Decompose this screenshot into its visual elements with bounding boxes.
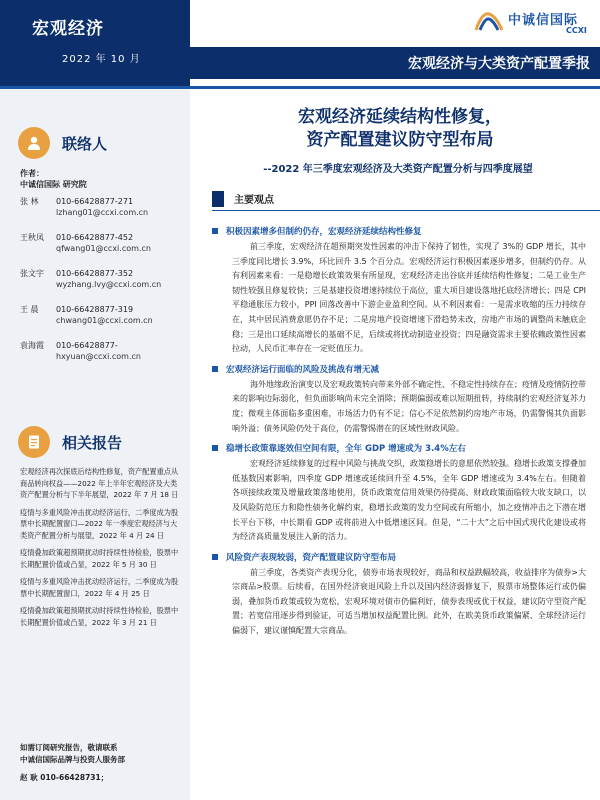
key-points-title: 主要观点: [234, 195, 274, 206]
key-points-body: [212, 224, 586, 644]
contact-email[interactable]: chwang01@ccxi.com.cn: [56, 316, 153, 325]
key-points-heading: [212, 187, 600, 211]
key-point-section: [212, 550, 586, 639]
subscription-line: 赵 耿 010-66428731；: [20, 773, 109, 782]
section-heading-text: 宏观经济运行面临的风险及挑战有增无减: [226, 364, 380, 375]
contact-email[interactable]: lzhang01@ccxi.com.cn: [56, 208, 149, 217]
subscription-line: 中诚信国际品牌与投资人服务部: [20, 755, 125, 764]
contact-email[interactable]: hxyuan@ccxi.com.cn: [56, 352, 141, 361]
contact-phone: 010-66428877-319: [56, 305, 134, 314]
section-paragraph: 海外地缘政治演变以及宏观政策转向带来外部不确定性、不稳定性持续存在；疫情及疫情防控带来的影响边际弱化，但负面影响尚未完全消除；预期偏弱或难以短期扭转，持续制约宏观经济复苏力度；微观主体面临多重困难，市场活力仍有不足；信心不足依然制约房地产市场，仍需警惕其负面影响外溢；债务风险仍处于高位，仍需警惕潜在的区域性财政风险。: [232, 379, 586, 433]
subscription-contact: [20, 742, 185, 784]
contact-item: [20, 304, 185, 326]
contact-name: 张 林: [20, 197, 39, 206]
key-point-section: [212, 441, 586, 545]
related-report-link[interactable]: 疫情与多重风险冲击扰动经济运行，二季度成为股票中长期配置窗口—2022 年一季度宏观经济与大类资产配置分析与展望，2022 年 4 月 24 日: [20, 507, 179, 540]
related-report-link[interactable]: 疫情叠加政策超预期扰动时持续性待检验，股票中长期配置价值或凸显，2022 年 5 月 30 日: [20, 548, 179, 569]
section-heading: [212, 362, 586, 376]
related-report-link[interactable]: 疫情与多重风险冲击扰动经济运行，二季度成为股票中长期配置窗口，2022 年 4 月 25 日: [20, 577, 179, 598]
bullet-square-icon: [212, 366, 218, 372]
logo-text-cn: 中诚信国际: [508, 13, 579, 28]
contact-phone: 010-66428877-: [56, 341, 118, 350]
contact-name: 张文宇: [20, 269, 44, 278]
section-heading-text: 风险资产表现较弱，资产配置建议防守型布局: [226, 552, 397, 563]
related-report-link[interactable]: 宏观经济再次探底后结构性修复，资产配置重点从商品转向权益——2022 年上半年宏观经济及大类资产配置分析与下半年展望，2022 年 7 月 18 日: [20, 467, 179, 499]
key-point-section: [212, 224, 586, 357]
report-type: 宏观经济与大类资产配置季报: [408, 56, 590, 72]
section-heading-text: 稳增长政策靠逐效但空间有限，全年 GDP 增速或为 3.4%左右: [226, 444, 466, 455]
section-paragraph: 前三季度，宏观经济在超预期突发性因素的冲击下保持了韧性，实现了 3%的 GDP 增长，其中三季度同比增长 3.9%，环比回升 3.5 个百分点。宏观经济运行积极因素逐步增多，但制约仍存。从有利因素来看：一是稳增长政策效果有所显现，宏观经济走出谷底并延续结构性修复；二是工业生产韧性较强且修复较快；三是基建投资增速持续位于高位，重大项目建设落地托底经济增长；四是 CPI 平稳通胀压力较小，PPI 回落改善中下游企业盈利空间。从不利因素看：一是需求收缩的压力持续存在，其中居民消费意愿仍存不足；二是房地产投资增速下滑趋势未改，房地产市场的调整尚未触底企稳；三是出口延续高增长的基础不足，后续或将扰动制造业投资；四是融资需求主要依赖政策性因素拉动，人民币汇率存在一定贬值压力。: [232, 242, 586, 354]
contact-name: 袁海霞: [20, 341, 44, 350]
bullet-square-icon: [212, 554, 218, 560]
title-line: 宏观经济延续结构性修复，: [298, 107, 502, 127]
contact-name: 王秋凤: [20, 233, 44, 242]
related-reports-heading: [18, 426, 122, 458]
section-heading: [212, 224, 586, 238]
contact-email[interactable]: wyzhang.lvy@ccxi.com.cn: [56, 280, 162, 289]
section-paragraph: 宏观经济延续修复的过程中风险与挑战交织，政策稳增长的意愿依然较强。稳增长政策支撑叠加低基数因素影响，四季度 GDP 增速或延续回升至 4.5%，全年 GDP 增速或为 3.4%左右。但随着各项接续政策及增量政策落地使用，货币政策宽信用效果仍待提高、财政政策面临较大收支缺口，以及风险防范压力和隐性债务化解约束，稳增长政策的发力空间或有所缩小，加之疫情冲击之下潜在增长平台下移，中长期看 GDP 或将前进入中低增速区间。但是，“二十大”之后中国式现代化建设或将为经济高质量发展注入新的活力。: [232, 459, 586, 542]
report-category: 宏观经济: [32, 19, 104, 39]
related-reports-title: 相关报告: [62, 433, 123, 452]
title-line: 资产配置建议防守型布局: [306, 130, 494, 150]
contact-item: [20, 268, 185, 290]
ccxi-logo-mark-icon: [474, 10, 504, 34]
section-heading: [212, 441, 586, 455]
section-heading-text: 积极因素增多但制约仍存，宏观经济延续结构性修复: [226, 227, 422, 237]
contacts-title: 联络人: [62, 134, 108, 153]
key-point-section: [212, 362, 586, 436]
section-heading: [212, 550, 586, 564]
author-org: 中诚信国际 研究院: [20, 180, 87, 189]
document-icon: [18, 426, 50, 458]
contact-item: [20, 340, 185, 362]
related-report-link[interactable]: 疫情叠加政策超预期扰动时持续性待检验，股票中长期配置价值或凸显，2022 年 3 月 21 日: [20, 606, 179, 627]
contact-phone: 010-66428877-452: [56, 233, 134, 242]
ccxi-logo: [474, 6, 594, 38]
contacts-heading: [18, 127, 107, 159]
related-reports-list: [20, 466, 182, 634]
person-icon: [18, 127, 50, 159]
heading-marker: [212, 191, 224, 207]
report-title: [200, 106, 600, 152]
logo-text-en: CCXI: [566, 26, 587, 35]
bullet-square-icon: [212, 445, 218, 451]
contact-name: 王 晨: [20, 305, 39, 314]
contact-item: [20, 196, 185, 218]
subscription-line: 如需订阅研究报告，敬请联系: [20, 743, 118, 752]
contact-phone: 010-66428877-352: [56, 269, 134, 278]
author-label: 作者：: [20, 169, 44, 178]
contact-phone: 010-66428877-271: [56, 197, 134, 206]
contact-item: [20, 232, 185, 254]
contact-email[interactable]: qfwang01@ccxi.com.cn: [56, 244, 151, 253]
section-paragraph: 前三季度，各类资产表现分化，债券市场表现较好，商品和权益跌幅较高，收益排序为债券>大宗商品>股票。后续看，在国外经济衰退风险上升以及国内经济弱修复下，股票市场整体运行或仍偏弱，叠加货币政策或较为宽松，宏观环境对债市仍偏利好，债券表现或优于权益，建议防守型资产配置；若宽信用逐步得到验证，可适当增加权益配置比例。此外，在欧美货币政策偏紧、全球经济运行偏弱下，建议谨慎配置大宗商品。: [232, 567, 586, 636]
bullet-square-icon: [212, 228, 218, 234]
contacts-list: [20, 168, 185, 362]
report-date: 2022 年 10 月: [62, 54, 141, 65]
report-subtitle: --2022 年三季度宏观经济及大类资产配置分析与四季度展望: [263, 164, 533, 175]
